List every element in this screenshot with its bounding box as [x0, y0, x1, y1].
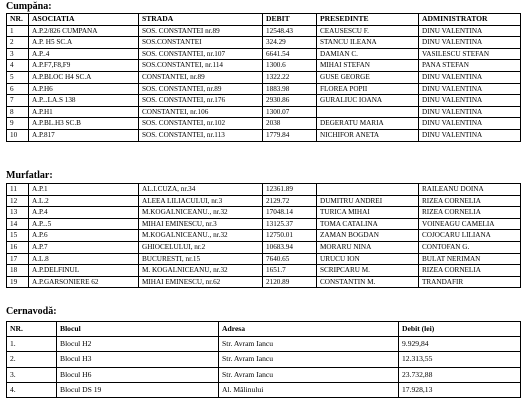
table-cell: 10683.94 [263, 241, 317, 253]
table-cell: 12361.89 [263, 184, 317, 196]
table-cell: Str. Avram Iancu [219, 337, 399, 352]
section-title-murfatlar: Murfatlar: [6, 170, 53, 181]
table-cell: SOS. CONSTANTEI, nr.102 [139, 118, 263, 130]
table-cell: Blocul H2 [57, 337, 219, 352]
table-cell: A.P...5 [29, 218, 139, 230]
table-cell: 12548.43 [263, 25, 317, 37]
table-cell: RIZEA CORNELIA [419, 195, 521, 207]
table-cell: 2038 [263, 118, 317, 130]
table-cell: RIZEA CORNELIA [419, 265, 521, 277]
table-cell: 7640.65 [263, 253, 317, 265]
table-cell: SOS. CONSTANTEI, nr.89 [139, 83, 263, 95]
table-cell: A.P.GARSONIERE 62 [29, 276, 139, 288]
table-cell: CONSTANTIN M. [317, 276, 419, 288]
column-header: ADMINISTRATOR [419, 14, 521, 26]
table-cell: 8 [7, 106, 29, 118]
table-row [7, 276, 521, 288]
table-cell: TRANDAFIR [419, 276, 521, 288]
table-cell: Blocul DS 19 [57, 382, 219, 397]
table-cell: ALEEA LILIACULUI, nr.3 [139, 195, 263, 207]
table-cell: 6641.54 [263, 48, 317, 60]
table-cell: 13125.37 [263, 218, 317, 230]
table-row [7, 367, 521, 382]
table-cell: 12750.01 [263, 230, 317, 242]
table-cell: 2 [7, 37, 29, 49]
table-cell: 9.929,84 [399, 337, 521, 352]
table-row [7, 253, 521, 265]
table-cell: CONSTANTEI, nr.89 [139, 71, 263, 83]
table-cell: CEAUSESCU F. [317, 25, 419, 37]
table-cell: COJOCARU LILIANA [419, 230, 521, 242]
table-cell: GHIOCELULUI, nr.2 [139, 241, 263, 253]
table-cell: A.P.BL.H3 SC.B [29, 118, 139, 130]
table-cell: DINU VALENTINA [419, 106, 521, 118]
table-row [7, 218, 521, 230]
table-cell: DINU VALENTINA [419, 71, 521, 83]
table-cell: Blocul H6 [57, 367, 219, 382]
column-header: STRADA [139, 14, 263, 26]
table-row [7, 207, 521, 219]
table-cumpana [6, 13, 521, 142]
table-cell: SCRIPCARU M. [317, 265, 419, 277]
table-row [7, 241, 521, 253]
table-cell: 23.732,88 [399, 367, 521, 382]
table-cell: A.P...LA.S 138 [29, 95, 139, 107]
table-cell: 19 [7, 276, 29, 288]
table-cell: ZAMAN BOGDAN [317, 230, 419, 242]
table-cell [317, 184, 419, 196]
table-cell: 10 [7, 129, 29, 141]
table-cell: 324.29 [263, 37, 317, 49]
table-cell: RAILEANU DOINA [419, 184, 521, 196]
table-cell: A.P.2/826 CUMPANA [29, 25, 139, 37]
table-cell: NICHIFOR ANETA [317, 129, 419, 141]
table-cell: AL.I.CUZA, nr.34 [139, 184, 263, 196]
table-cell: 9 [7, 118, 29, 130]
table-cell: 4. [7, 382, 57, 397]
table-cell: SOS. CONSTANTEI, nr.113 [139, 129, 263, 141]
table-cell: A.P.7 [29, 241, 139, 253]
table-row [7, 337, 521, 352]
column-header: Debit (lei) [399, 322, 521, 337]
table-cell: SOS.CONSTANTEI [139, 37, 263, 49]
table-row [7, 60, 521, 72]
table-cell: 14 [7, 218, 29, 230]
table-row [7, 95, 521, 107]
table-cell: GURALIUC IOANA [317, 95, 419, 107]
table-cell: SOS. CONSTANTEI nr.89 [139, 25, 263, 37]
table-cell: A.P.817 [29, 129, 139, 141]
table-row [7, 352, 521, 367]
table-row [7, 382, 521, 397]
table-cell: 3. [7, 367, 57, 382]
table-cell: 1. [7, 337, 57, 352]
table-cell: A.P.6 [29, 230, 139, 242]
table-cell: 11 [7, 184, 29, 196]
column-header: ASOCIATIA [29, 14, 139, 26]
table-cell: DEGERATU MARIA [317, 118, 419, 130]
table-cell: MORARU NINA [317, 241, 419, 253]
table-cell: MIHAI EMINESCU, nr.3 [139, 218, 263, 230]
table-cell: A.L.2 [29, 195, 139, 207]
table-cell: DAMIAN C. [317, 48, 419, 60]
column-header: Adresa [219, 322, 399, 337]
table-cell: TURICA MIHAI [317, 207, 419, 219]
table-cell: M.KOGALNICEANU., nr.32 [139, 230, 263, 242]
table-cell: GUSE GEORGE [317, 71, 419, 83]
table-cell: RIZEA CORNELIA [419, 207, 521, 219]
table-cell: 12.313,55 [399, 352, 521, 367]
table-cell: 4 [7, 60, 29, 72]
table-row [7, 83, 521, 95]
table-cell: DINU VALENTINA [419, 118, 521, 130]
table-cell: A.P.4 [29, 207, 139, 219]
table-cell: 1300.6 [263, 60, 317, 72]
table-cell: STANCU ILEANA [317, 37, 419, 49]
table-cell: 1300.07 [263, 106, 317, 118]
table-cell: A.P.F7,F8,F9 [29, 60, 139, 72]
table-row [7, 37, 521, 49]
table-cell: BUCURESTI, nr.15 [139, 253, 263, 265]
table-cell: A.P..4 [29, 48, 139, 60]
table-cell: MIHAI STEFAN [317, 60, 419, 72]
table-cell: DINU VALENTINA [419, 95, 521, 107]
table-cell: 2930.86 [263, 95, 317, 107]
table-cell: PANA STEFAN [419, 60, 521, 72]
table-cell: 13 [7, 207, 29, 219]
table-cell: Str. Avram Iancu [219, 352, 399, 367]
table-row [7, 118, 521, 130]
table-cell: DINU VALENTINA [419, 129, 521, 141]
table-cell: 5 [7, 71, 29, 83]
table-cell: VOINEAGU CAMELIA [419, 218, 521, 230]
table-cell: Al. Mălinului [219, 382, 399, 397]
table-cell: SOS. CONSTANTEI, nr.107 [139, 48, 263, 60]
table-cell: DUMITRU ANDREI [317, 195, 419, 207]
table-cell: SOS.CONSTANTEI, nr.114 [139, 60, 263, 72]
section-title-cernavoda: Cernavodă: [6, 306, 57, 317]
table-cell: BULAT NERIMAN [419, 253, 521, 265]
table-row [7, 184, 521, 196]
column-header: DEBIT [263, 14, 317, 26]
table-cell: DINU VALENTINA [419, 25, 521, 37]
table-header-row [7, 322, 521, 337]
table-row [7, 129, 521, 141]
table-cell: Str. Avram Iancu [219, 367, 399, 382]
table-cell: 16 [7, 241, 29, 253]
table-cell: A.L.8 [29, 253, 139, 265]
table-cell: Blocul H3 [57, 352, 219, 367]
table-cell: 17 [7, 253, 29, 265]
table-row [7, 25, 521, 37]
table-cell: CONSTANTEI, nr.106 [139, 106, 263, 118]
table-cell: 1883.98 [263, 83, 317, 95]
column-header: NR. [7, 14, 29, 26]
table-cell: 1779.84 [263, 129, 317, 141]
table-cell: 18 [7, 265, 29, 277]
table-row [7, 48, 521, 60]
table-cell: DINU VALENTINA [419, 83, 521, 95]
table-cell: 1 [7, 25, 29, 37]
table-cell: 1651.7 [263, 265, 317, 277]
table-cernavoda [6, 321, 521, 398]
table-cell: 2129.72 [263, 195, 317, 207]
table-cell: TOMA CATALINA [317, 218, 419, 230]
table-cell: A.P.1 [29, 184, 139, 196]
table-cell: 6 [7, 83, 29, 95]
table-cell: A.P.DELFINUL [29, 265, 139, 277]
table-cell: 3 [7, 48, 29, 60]
table-cell: 17.928,13 [399, 382, 521, 397]
table-cell: CONTOFAN G. [419, 241, 521, 253]
table-cell: SOS. CONSTANTEI, nr.176 [139, 95, 263, 107]
table-cell: VASILESCU STEFAN [419, 48, 521, 60]
table-row [7, 106, 521, 118]
table-cell: 1322.22 [263, 71, 317, 83]
table-cell: 12 [7, 195, 29, 207]
table-cell: 17048.14 [263, 207, 317, 219]
table-row [7, 195, 521, 207]
table-cell: M.KOGALNICEANU., nr.32 [139, 207, 263, 219]
table-cell: URUCU ION [317, 253, 419, 265]
table-cell: MIHAI EMINESCU, nr.62 [139, 276, 263, 288]
table-cell: A.P. H5 SC.A [29, 37, 139, 49]
table-header-row [7, 14, 521, 26]
column-header: PRESEDINTE [317, 14, 419, 26]
column-header: NR. [7, 322, 57, 337]
table-cell: A.P.H6 [29, 83, 139, 95]
table-row [7, 71, 521, 83]
table-cell: 2. [7, 352, 57, 367]
table-cell: A.P.H1 [29, 106, 139, 118]
table-cell: 15 [7, 230, 29, 242]
table-cell: DINU VALENTINA [419, 37, 521, 49]
section-title-cumpana: Cumpăna: [6, 1, 52, 12]
table-row [7, 230, 521, 242]
table-cell: M. KOGALNICEANU, nr.32 [139, 265, 263, 277]
table-cell: FLOREA POPII [317, 83, 419, 95]
table-cell [317, 106, 419, 118]
table-cell: 2120.89 [263, 276, 317, 288]
table-row [7, 265, 521, 277]
table-cell: A.P.BLOC H4 SC.A [29, 71, 139, 83]
column-header: Blocul [57, 322, 219, 337]
table-murfatlar [6, 183, 521, 288]
table-cell: 7 [7, 95, 29, 107]
